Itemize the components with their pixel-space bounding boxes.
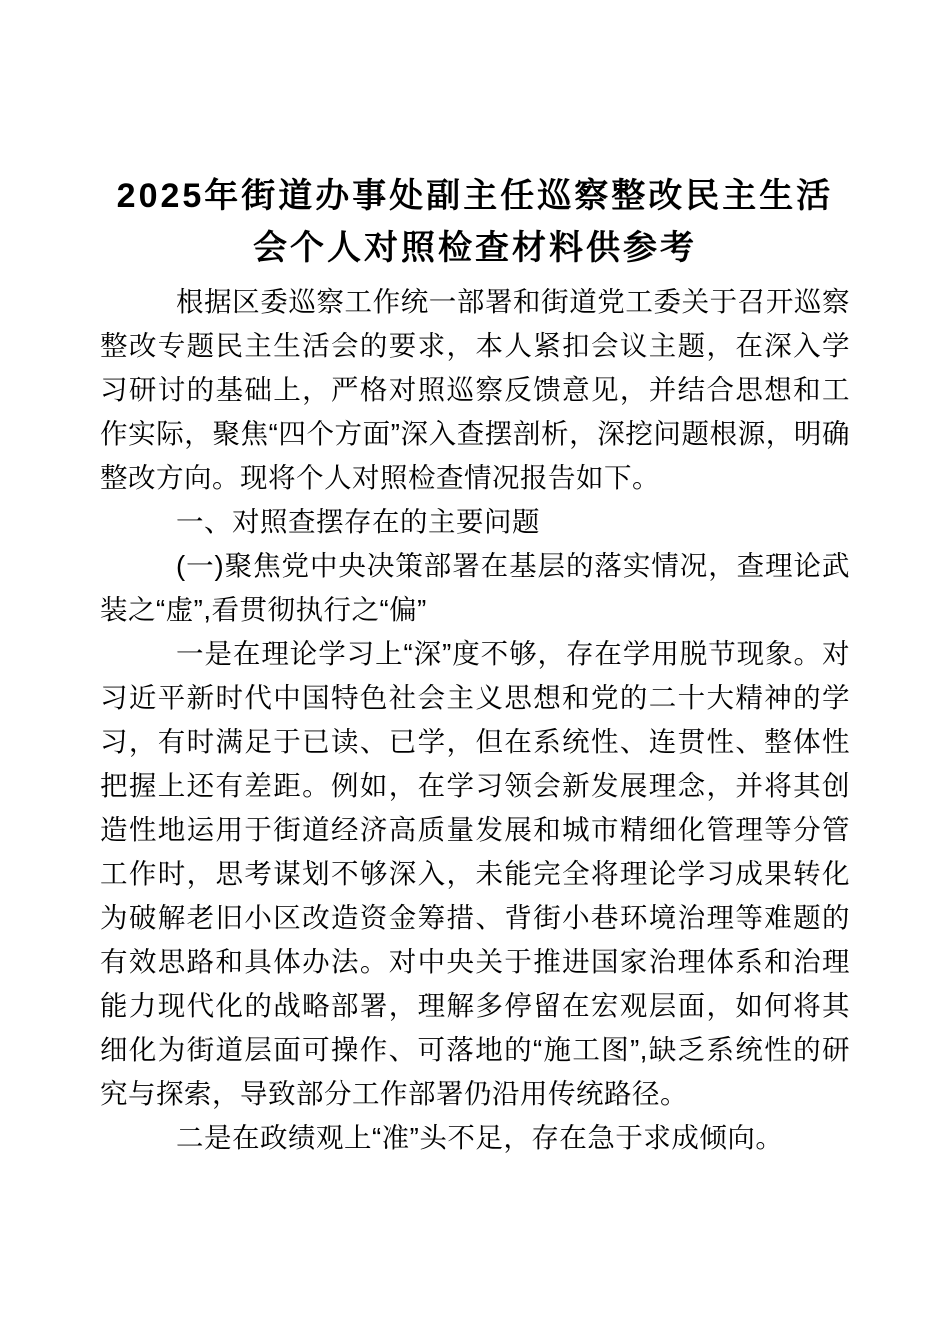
document-body	[100, 280, 850, 1160]
document-title: 2025年街道办事处副主任巡察整改民主生活会个人对照检查材料供参考	[116, 177, 834, 267]
paragraph-body: 一是在理论学习上“深”度不够，存在学用脱节现象。对习近平新时代中国特色社会主义思想和党的二十大精神的学习，有时满足于已读、已学，但在系统性、连贯性、整体性把握上还有差距。例如，在学习领会新发展理念，并将其创造性地运用于街道经济高质量发展和城市精细化管理等分管工作时，思考谋划不够深入，未能完全将理论学习成果转化为破解老旧小区改造资金筹措、背街小巷环境治理等难题的有效思路和具体办法。对中央关于推进国家治理体系和治理能力现代化的战略部署，理解多停留在宏观层面，如何将其细化为街道层面可操作、可落地的“施工图”,缺乏系统性的研究与探索，导致部分工作部署仍沿用传统路径。	[100, 638, 850, 1109]
paragraph-section-heading: 一、对照查摆存在的主要问题	[176, 506, 540, 537]
paragraph-subsection-heading: (一)聚焦党中央决策部署在基层的落实情况，查理论武装之“虚”,看贯彻执行之“偏”	[100, 550, 850, 625]
paragraph-body: 二是在政绩观上“准”头不足，存在急于求成倾向。	[176, 1122, 784, 1153]
paragraph-body: 根据区委巡察工作统一部署和街道党工委关于召开巡察整改专题民主生活会的要求，本人紧扣会议主题，在深入学习研讨的基础上，严格对照巡察反馈意见，并结合思想和工作实际，聚焦“四个方面”深入查摆剖析，深挖问题根源，明确整改方向。现将个人对照检查情况报告如下。	[100, 286, 850, 493]
